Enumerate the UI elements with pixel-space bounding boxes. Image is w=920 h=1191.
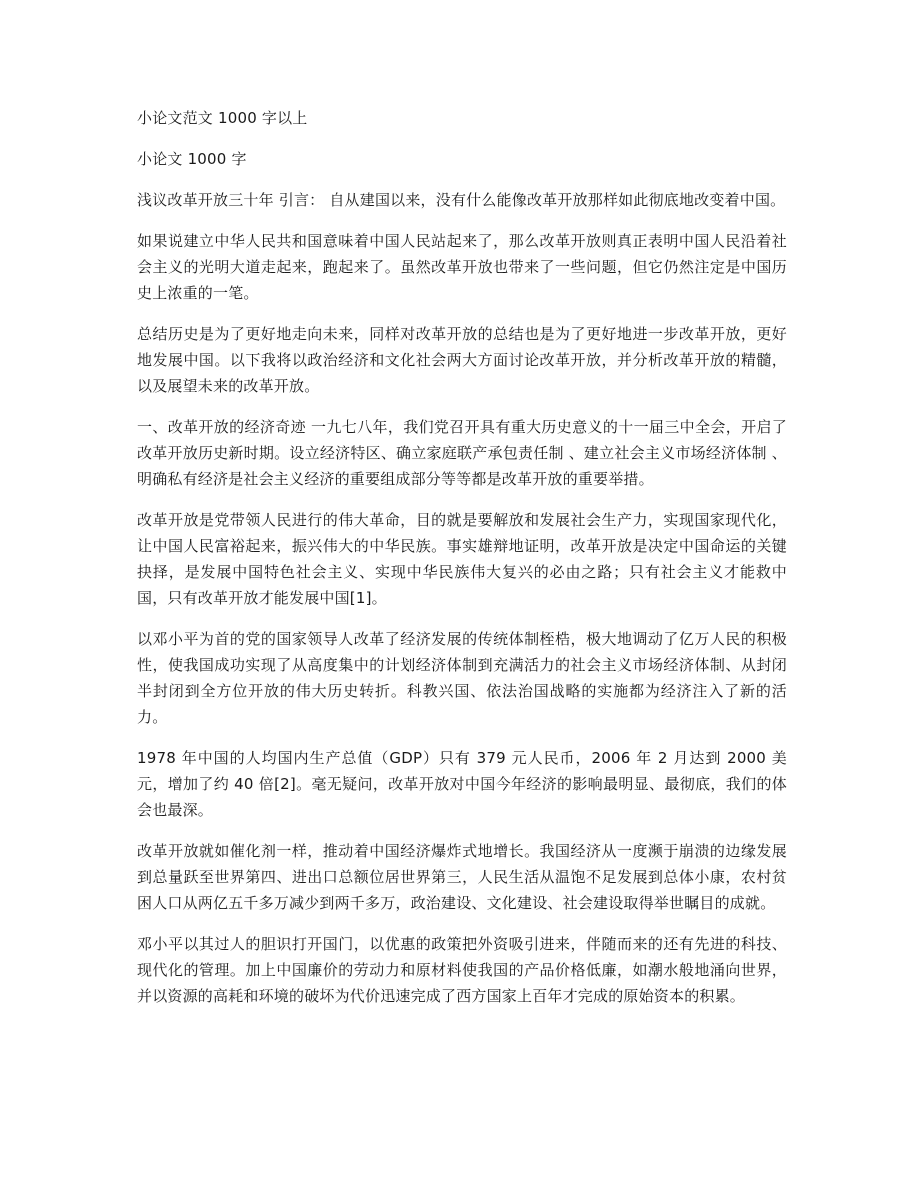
paragraph: 邓小平以其过人的胆识打开国门，以优惠的政策把外资吸引进来，伴随而来的还有先进的科技、现代化的管理。加上中国廉价的劳动力和原材料使我国的产品价格低廉，如潮水般地涌向世界，并以资源的高耗和环境的破坏为代价迅速完成了西方国家上百年才完成的原始资本的积累。: [137, 935, 787, 1005]
document-body: [137, 187, 787, 1024]
paragraph-section-1: 一、改革开放的经济奇迹 一九七八年，我们党召开具有重大历史意义的十一届三中全会，开启了改革开放历史新时期。设立经济特区、确立家庭联产承包责任制 、建立社会主义市场经济体制 、明确私有经济是社会主义经济的重要组成部分等等都是改革开放的重要举措。: [137, 418, 787, 488]
paragraph: 1978 年中国的人均国内生产总值（GDP）只有 379 元人民币，2006 年 2 月达到 2000 美元，增加了约 40 倍[2]。毫无疑问，改革开放对中国今年经济的影响最明显、最彻底，我们的体会也最深。: [137, 749, 787, 819]
paragraph: 改革开放是党带领人民进行的伟大革命，目的就是要解放和发展社会生产力，实现国家现代化，让中国人民富裕起来，振兴伟大的中华民族。事实雄辩地证明，改革开放是决定中国命运的关键抉择，是发展中国特色社会主义、实现中华民族伟大复兴的必由之路；只有社会主义才能救中国，只有改革开放才能发展中国[1]。: [137, 511, 787, 607]
paragraph-intro: 浅议改革开放三十年 引言： 自从建国以来，没有什么能像改革开放那样如此彻底地改变着中国。: [137, 191, 786, 209]
document-title: 小论文范文 1000 字以上: [137, 109, 308, 127]
paragraph: 总结历史是为了更好地走向未来，同样对改革开放的总结也是为了更好地进一步改革开放，更好地发展中国。以下我将以政治经济和文化社会两大方面讨论改革开放，并分析改革开放的精髓，以及展望未来的改革开放。: [137, 325, 787, 395]
paragraph: 改革开放就如催化剂一样，推动着中国经济爆炸式地增长。我国经济从一度濒于崩溃的边缘发展到总量跃至世界第四、进出口总额位居世界第三，人民生活从温饱不足发展到总体小康，农村贫困人口从两亿五千多万减少到两千多万，政治建设、文化建设、社会建设取得举世瞩目的成就。: [137, 842, 787, 912]
document-subtitle: 小论文 1000 字: [137, 150, 247, 168]
paragraph: 如果说建立中华人民共和国意味着中国人民站起来了，那么改革开放则真正表明中国人民沿着社会主义的光明大道走起来，跑起来了。虽然改革开放也带来了一些问题，但它仍然注定是中国历史上浓重的一笔。: [137, 232, 787, 302]
paragraph: 以邓小平为首的党的国家领导人改革了经济发展的传统体制桎梏，极大地调动了亿万人民的积极性，使我国成功实现了从高度集中的计划经济体制到充满活力的社会主义市场经济体制、从封闭半封闭到全方位开放的伟大历史转折。科教兴国、依法治国战略的实施都为经济注入了新的活力。: [137, 630, 787, 726]
